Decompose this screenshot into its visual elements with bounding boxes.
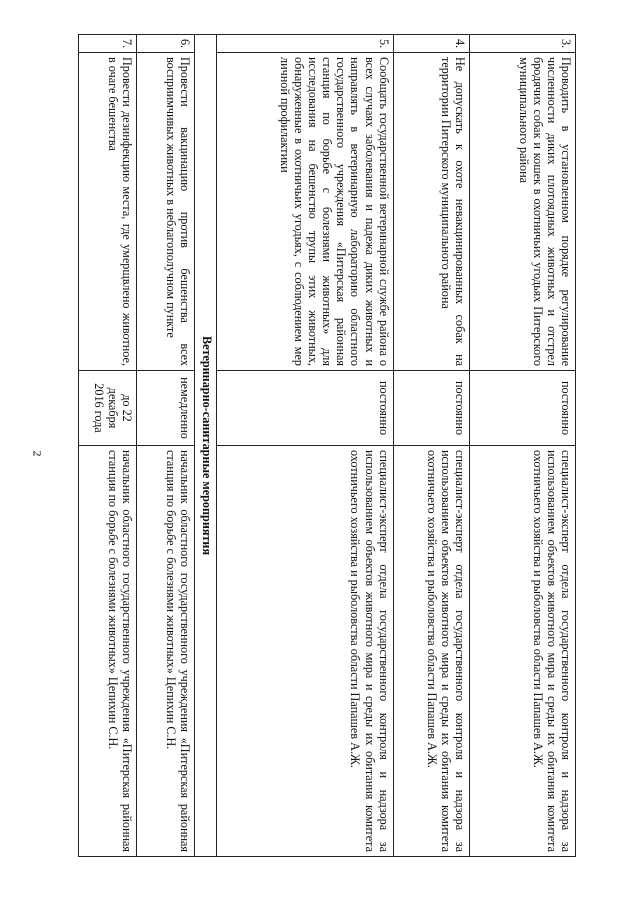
row-number: 4. — [393, 35, 469, 53]
measure-description: Не допускать к охоте невакцинированных собак на территории Питерского муниципального района — [393, 53, 469, 371]
table-row — [393, 35, 469, 857]
table-row — [79, 35, 137, 857]
page-number: 2 — [30, 450, 45, 457]
row-number: 7. — [79, 35, 137, 53]
responsible-person: начальник областного государственного учреждения «Питерская районная станция по борьбе с болезнями животных» Цепихин С.Н. — [137, 446, 195, 857]
measure-description: Сообщать государственной ветеринарной службе района о всех случаях заболевания и падежа диких животных и направлять в ветеринарную лабораторию областного государственного учреждения «Питерская районная станция по борьбе с болезнями животных» для исследования на бешенство трупы этих животных, обнаруженные в охотничьих угодьях, с соблюдением мер личной профилактики — [217, 53, 394, 371]
table-row — [217, 35, 394, 857]
measure-term: постоянно — [393, 371, 469, 446]
measure-term: немедленно — [137, 371, 195, 446]
rotated-table-area — [78, 34, 576, 856]
measures-table — [78, 34, 576, 857]
measure-term: до 22 декабря 2016 года — [79, 371, 137, 446]
row-number: 5. — [217, 35, 394, 53]
table-row — [137, 35, 195, 857]
measure-description: Провести дезинфекцию места, где умерщвлено животное, в очаге бешенства — [79, 53, 137, 371]
row-number: 6. — [137, 35, 195, 53]
section-title: Ветеринарно-санитарные мероприятия — [195, 35, 217, 857]
measure-description: Проводить в установленном порядке регулирование численности диких плотоядных животных и отстрел бродячих собак и кошек в охотничьих угодьях Питерского муниципального района — [470, 53, 576, 371]
table-row — [470, 35, 576, 857]
section-header-row — [195, 35, 217, 857]
measure-term: постоянно — [217, 371, 394, 446]
responsible-person: специалист-эксперт отдела государственного контроля и надзора за использованием объектов животного мира и среды их обитания комитета охотничьего хозяйства и рыболовства области Папашев А.Ж. — [470, 446, 576, 857]
measure-description: Провести вакцинацию против бешенства всех восприимчивых животных в неблагополучном пункте — [137, 53, 195, 371]
responsible-person: специалист-эксперт отдела государственного контроля и надзора за использованием объектов животного мира и среды их обитания комитета охотничьего хозяйства и рыболовства области Папашев А.Ж. — [217, 446, 394, 857]
responsible-person: специалист-эксперт отдела государственного контроля и надзора за использованием объектов животного мира и среды их обитания комитета охотничьего хозяйства и рыболовства области Папашев А.Ж. — [393, 446, 469, 857]
row-number: 3. — [470, 35, 576, 53]
measure-term: постоянно — [470, 371, 576, 446]
responsible-person: начальник областного государственного учреждения «Питерская районная станция по борьбе с болезнями животных» Цепихин С.Н. — [79, 446, 137, 857]
